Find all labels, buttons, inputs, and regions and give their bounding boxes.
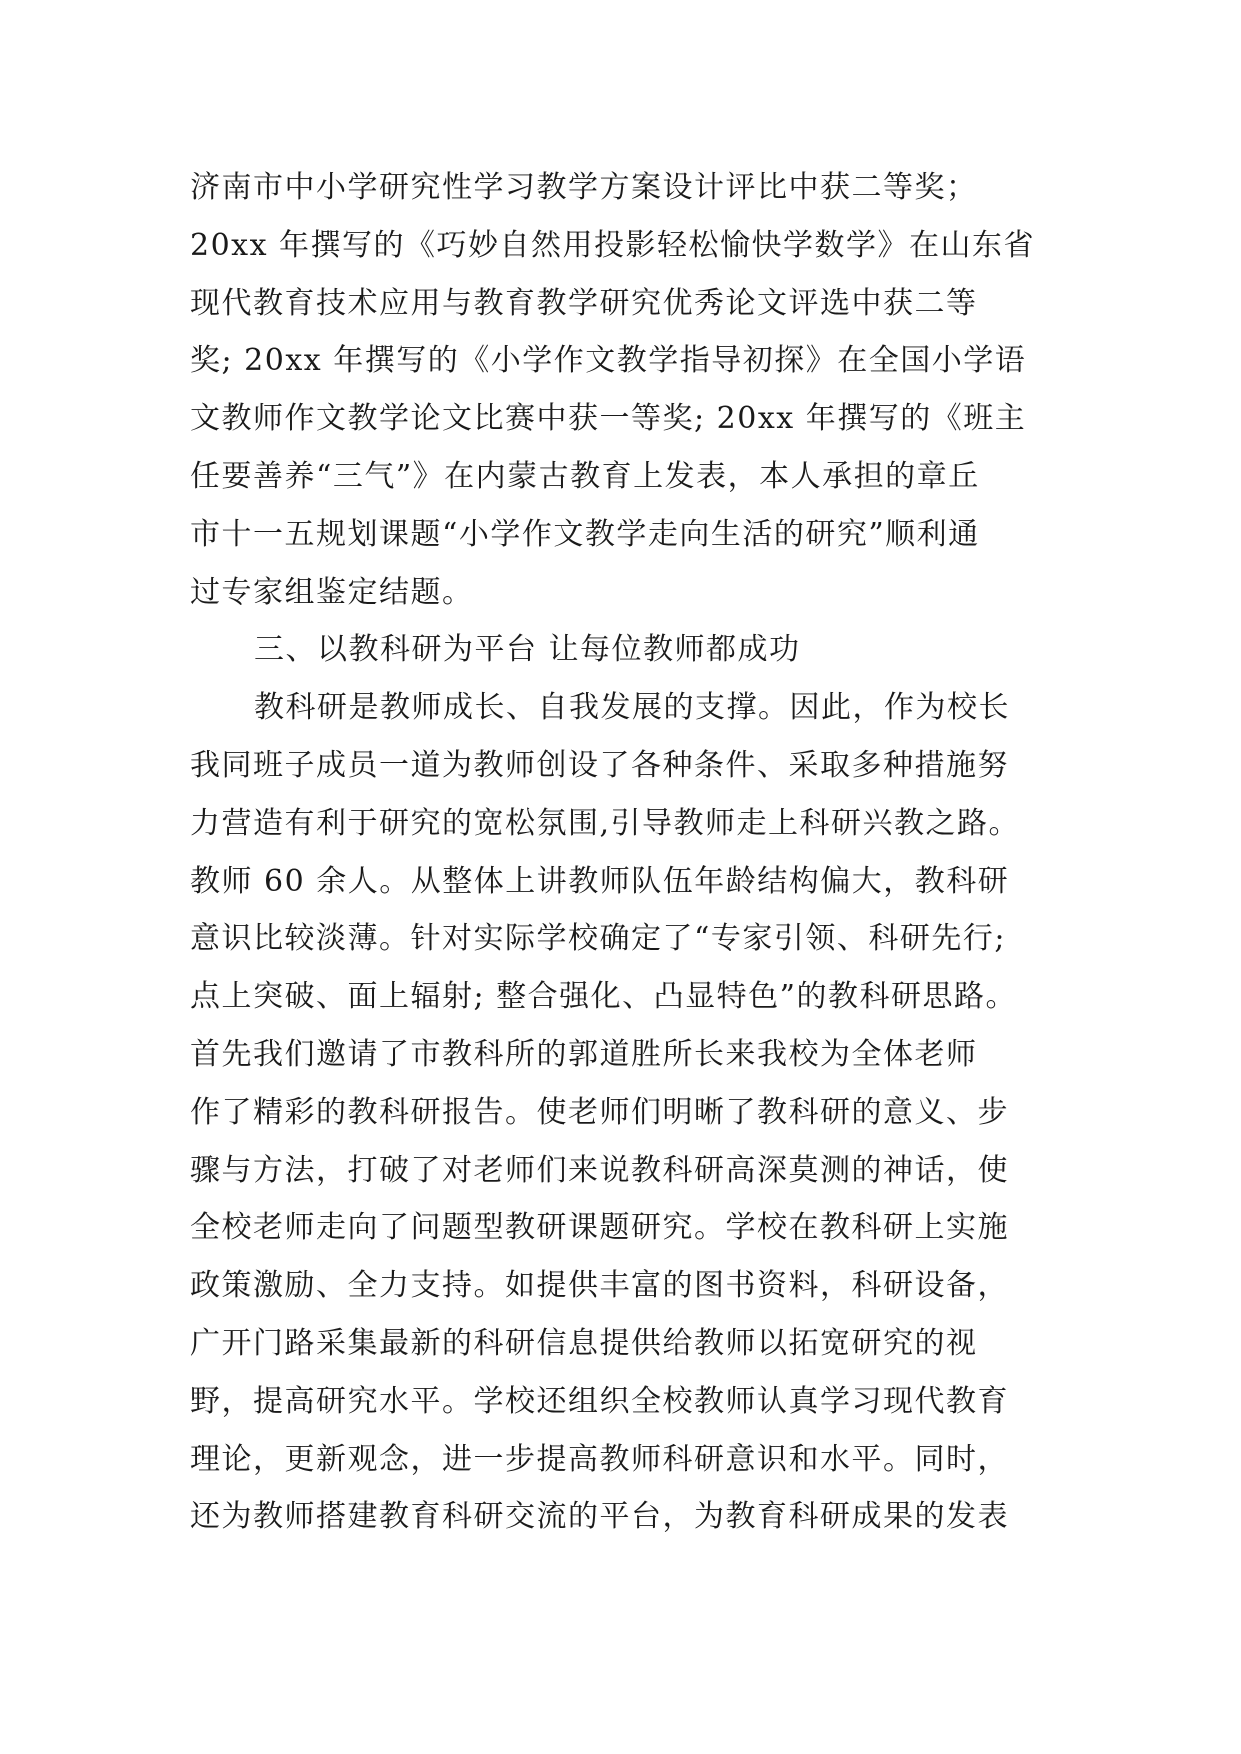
- text-line: 现代教育技术应用与教育教学研究优秀论文评选中获二等: [190, 285, 978, 321]
- paragraph-first-line: 教科研是教师成长、自我发展的支撑。因此，作为校长: [254, 690, 1010, 726]
- body-text: [190, 159, 1050, 1546]
- text-line: 骤与方法，打破了对老师们来说教科研高深莫测的神话，使: [190, 1152, 1009, 1188]
- section-heading: 三、以教科研为平台 让每位教师都成功: [254, 632, 801, 668]
- text-line: 野，提高研究水平。学校还组织全校教师认真学习现代教育: [190, 1383, 1009, 1419]
- text-line: 意识比较淡薄。针对实际学校确定了“专家引领、科研先行;: [190, 921, 1006, 957]
- text-line: 力营造有利于研究的宽松氛围,引导教师走上科研兴教之路。: [190, 805, 1021, 841]
- text-line: 济南市中小学研究性学习教学方案设计评比中获二等奖；: [190, 170, 978, 205]
- text-line: 教师 60 余人。从整体上讲教师队伍年龄结构偏大，教科研: [190, 863, 1010, 899]
- text-line: 理论，更新观念，进一步提高教师科研意识和水平。同时，: [190, 1441, 1009, 1477]
- text-line: 奖; 20xx 年撰写的《小学作文教学指导初探》在全国小学语: [190, 343, 1027, 379]
- text-line: 点上突破、面上辐射; 整合强化、凸显特色”的教科研思路。: [190, 979, 1017, 1015]
- text-line: 过专家组鉴定结题。: [190, 574, 474, 610]
- text-line: 20xx 年撰写的《巧妙自然用投影轻松愉快学数学》在山东省: [190, 227, 1036, 263]
- text-line: 作了精彩的教科研报告。使老师们明晰了教科研的意义、步: [190, 1094, 1009, 1130]
- text-line: 政策激励、全力支持。如提供丰富的图书资料，科研设备，: [190, 1268, 1009, 1304]
- text-line: 我同班子成员一道为教师创设了各种条件、采取多种措施努: [190, 747, 1009, 783]
- text-line: 文教师作文教学论文比赛中获一等奖; 20xx 年撰写的《班主: [190, 401, 1027, 437]
- text-line: 广开门路采集最新的科研信息提供给教师以拓宽研究的视: [190, 1325, 978, 1361]
- text-line: 市十一五规划课题“小学作文教学走向生活的研究”顺利通: [190, 516, 980, 552]
- text-line: 全校老师走向了问题型教研课题研究。学校在教科研上实施: [190, 1210, 1009, 1246]
- text-line: 还为教师搭建教育科研交流的平台，为教育科研成果的发表: [190, 1499, 1009, 1535]
- text-line: 任要善养“三气”》在内蒙古教育上发表，本人承担的章丘: [190, 458, 980, 494]
- text-line: 首先我们邀请了市教科所的郭道胜所长来我校为全体老师: [190, 1036, 978, 1072]
